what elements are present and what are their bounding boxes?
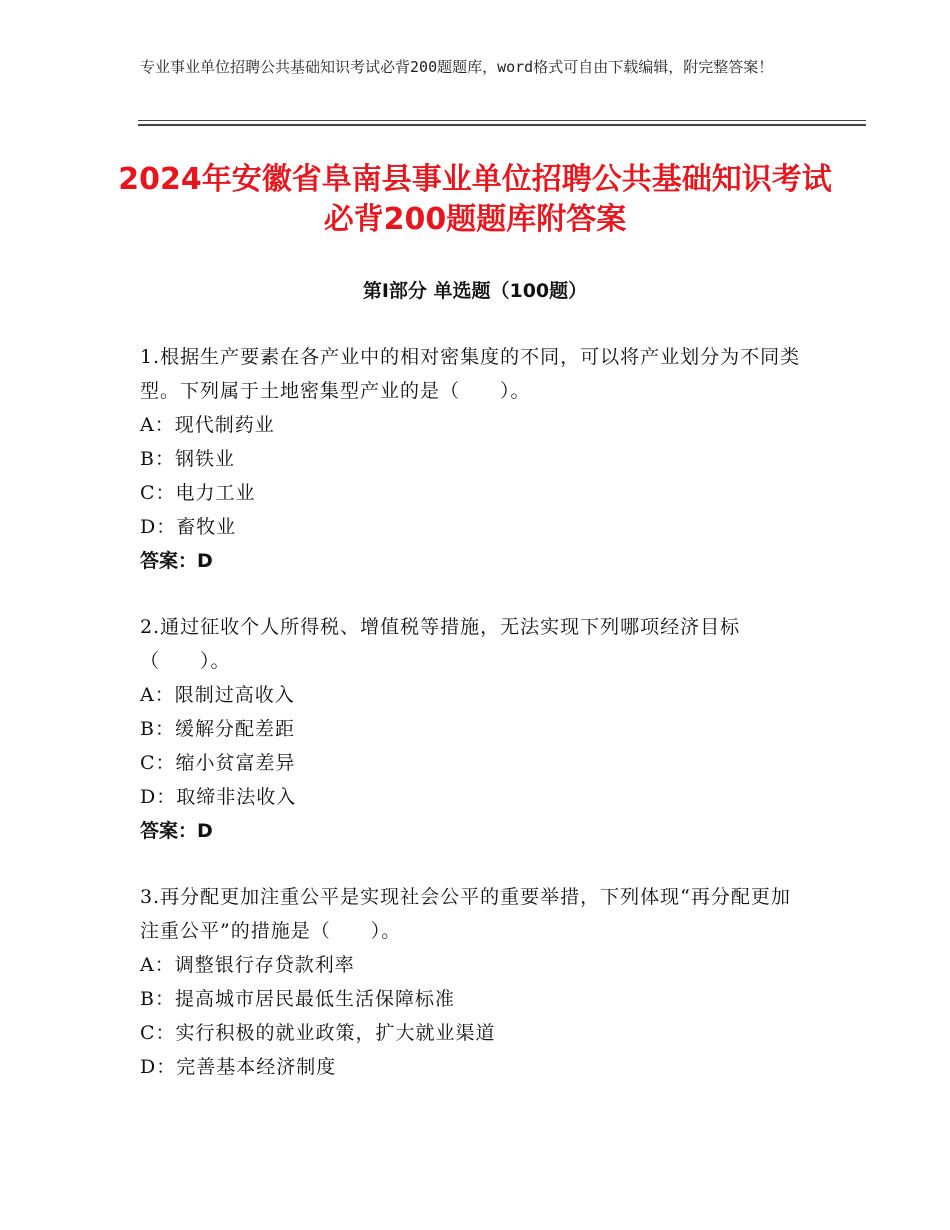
- answer-line: 答案：D: [140, 820, 213, 842]
- option-d: D：取缔非法收入: [140, 786, 297, 808]
- question-stem: 2.通过征收个人所得税、增值税等措施，无法实现下列哪项经济目标（ ）。: [140, 616, 741, 672]
- option-b: B：提高城市居民最低生活保障标准: [140, 988, 455, 1010]
- question-3: [140, 880, 810, 1084]
- answer-line: 答案：D: [140, 550, 213, 572]
- option-b: B：钢铁业: [140, 448, 235, 470]
- question-stem: 3.再分配更加注重公平是实现社会公平的重要举措，下列体现“再分配更加注重公平”的措施是（ ）。: [140, 886, 791, 942]
- option-c: C：缩小贫富差异: [140, 752, 296, 774]
- section-title: 第Ⅰ部分 单选题（100题）: [362, 280, 588, 302]
- option-d: D：完善基本经济制度: [140, 1056, 337, 1078]
- question-2: [140, 610, 810, 848]
- option-b: B：缓解分配差距: [140, 718, 295, 740]
- option-c: C：实行积极的就业政策，扩大就业渠道: [140, 1022, 496, 1044]
- header-divider-thick: [138, 124, 866, 126]
- option-a: A：限制过高收入: [140, 684, 295, 706]
- option-a: A：调整银行存贷款利率: [140, 954, 355, 976]
- question-list: [140, 340, 810, 1116]
- document-title: 2024年安徽省阜南县事业单位招聘公共基础知识考试必背200题题库附答案: [118, 162, 832, 237]
- question-1: [140, 340, 810, 578]
- header-divider-thin: [138, 120, 866, 121]
- option-c: C：电力工业: [140, 482, 256, 504]
- header-note: 专业事业单位招聘公共基础知识考试必背200题题库，word格式可自由下载编辑，附完整答案！: [140, 58, 774, 76]
- question-stem: 1.根据生产要素在各产业中的相对密集度的不同，可以将产业划分为不同类型。下列属于土地密集型产业的是（ ）。: [140, 346, 801, 402]
- option-a: A：现代制药业: [140, 414, 275, 436]
- option-d: D：畜牧业: [140, 516, 237, 538]
